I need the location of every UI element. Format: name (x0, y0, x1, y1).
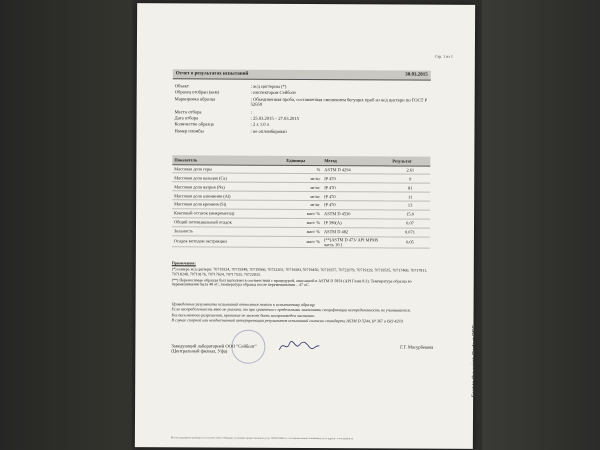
header-units: Единицы (284, 156, 322, 165)
cell-units: мг/кг (284, 183, 322, 192)
cell-parameter: Массовая доля кремния (Si) (172, 200, 284, 209)
cell-parameter: Массовая доля алюминия (Al) (172, 191, 284, 200)
disclaimer-line: В случае спорной или неоднозначной интерпретации результатов испытаний согласно стандарта ASTM D 3244, IP 367 и ISO 4259. (171, 317, 404, 324)
cell-units: масс % (284, 218, 322, 227)
disclaimer (171, 302, 433, 325)
report-title-bar (173, 69, 431, 80)
cell-parameter: Массовая доля серы (172, 164, 284, 173)
cell-method: (**)ASTM D 473/ API MPMS часть 10.1 (322, 236, 390, 247)
meta-key: Маркировка образца (174, 96, 216, 102)
cell-units: % (284, 165, 322, 174)
page-footer: Все исследования проводятся в соответствии с Общими условиями предоставления услуг ООО Сейболт, с которыми можно ознакомиться по адресу: www.saybolt.ru (170, 436, 354, 441)
cell-method: IP 470 (322, 201, 390, 210)
signatory-branch: (Центральный филиал, Уфа) (171, 348, 228, 354)
cell-parameter: Массовая доля натрия (Na) (172, 182, 284, 191)
cell-result: 11 (390, 192, 430, 201)
cell-method: IP 470 (322, 183, 390, 192)
meta-value: : Объединенная проба, составленная смешением бегущих проб из ж/д цистерн по ГОСТ Р 52659 (250, 96, 428, 107)
cell-result: 2.61 (390, 165, 430, 174)
notes-heading: Примечание: (171, 260, 196, 266)
cell-method: ASTM D 4530 (322, 210, 390, 219)
sample-info (174, 83, 430, 135)
signatory-name: Г.Г. Масурбекова (400, 344, 434, 350)
cell-result: 0.07 (390, 219, 430, 228)
meta-value: : инспектором Сейболт (250, 90, 297, 96)
cell-result: 15.0 (390, 210, 430, 219)
brand-watermark: Fast.to.the.point. Perfect.PDF (471, 324, 478, 398)
results-table (172, 155, 430, 248)
meta-value: : 25.03.2015 – 27.03.2015 (250, 115, 299, 121)
disclaimer-line: Приведенные результаты испытаний относятся только к испытанному образцу. (171, 301, 316, 308)
cell-parameter: Массовая доля кальция (Ca) (172, 173, 284, 182)
cell-units: масс % (284, 209, 322, 218)
signature-block (171, 343, 433, 355)
report-page (135, 3, 478, 449)
header-method: Метод (322, 156, 390, 165)
cell-result: 9 (390, 174, 430, 183)
background-right (482, 0, 600, 450)
cell-result: 13 (390, 201, 430, 210)
meta-value: : 2 x 1.0 л (250, 122, 270, 128)
meta-key: Образец отобран (кем) (174, 89, 220, 95)
header-result: Результат (390, 156, 430, 165)
meta-key: Объект (174, 83, 189, 89)
cell-units: мг/кг (284, 192, 322, 201)
cell-parameter: Зольность (172, 227, 284, 236)
cell-method: IP 470 (322, 174, 390, 183)
note-mixing: (**) Переносимые образцы был выполнен в соответствии с процедурой, описанной в ASTM D 5854 (API Глава 8.3). Температура образца во перемешивания была 48 оС, температура образца после перемешивания – 47 оС. (171, 276, 412, 288)
cell-method: IP 390(А) (322, 218, 390, 227)
cell-units: мг/кг (284, 174, 322, 183)
notes-section (172, 261, 434, 290)
report-date: 30.03.2015 (405, 72, 428, 78)
disclaimer-line: Если неопределенность явно не указана, то при сравнении с предельными значениями спецификации неопределенность не учитывается. (171, 306, 411, 313)
cell-units: масс % (284, 236, 322, 247)
note-tanks: (*) номера ж/д цистерн: 70719224, 70719348, 70719566, 70722202, 70719281,70719450, 70719257, 70722079, 70719129, 70719535, 70717460, 70717811, 70718248, 70719176, 70717624, 70717533, 70722833. (171, 266, 428, 277)
meta-key: Количество образца (174, 121, 214, 127)
cell-parameter: Осадок методом экстракции (172, 235, 284, 247)
cell-result: 0.05 (390, 237, 430, 248)
cell-result: 0.071 (390, 228, 430, 237)
cell-method: IP 470 (322, 192, 390, 201)
background-left (0, 0, 132, 450)
disclaimer-line: Без письменного разрешения, протокол не может быть воспроизведен частично. (171, 311, 315, 318)
cell-units: масс % (284, 227, 322, 236)
cell-parameter: Общий потенциальный осадок (172, 218, 284, 227)
meta-key: Номер пломбы (174, 128, 204, 134)
cell-result: 81 (390, 183, 430, 192)
table-row (172, 235, 430, 247)
cell-method: ASTM D 482 (322, 227, 390, 236)
meta-value: : ж/д цистерны (*) (250, 83, 287, 89)
header-parameter: Показатель (172, 155, 284, 165)
meta-key: Место отбора (174, 108, 202, 115)
meta-row (174, 128, 430, 136)
meta-value: : (250, 109, 252, 115)
signatory-position: Заведующий лабораторией ООО "Сейболт" (171, 343, 257, 349)
cell-units: мг/кг (284, 200, 322, 209)
report-title: Отчет о результатах испытаний (175, 70, 249, 77)
cell-method: ASTM D 4294 (322, 165, 390, 174)
meta-key: Дата отбора (174, 115, 199, 121)
cell-parameter: Коксовый остаток (микрометод) (172, 209, 284, 218)
meta-value: : не опломбирован (250, 128, 287, 134)
page-number: Стр. 1 из 1 (434, 53, 453, 59)
